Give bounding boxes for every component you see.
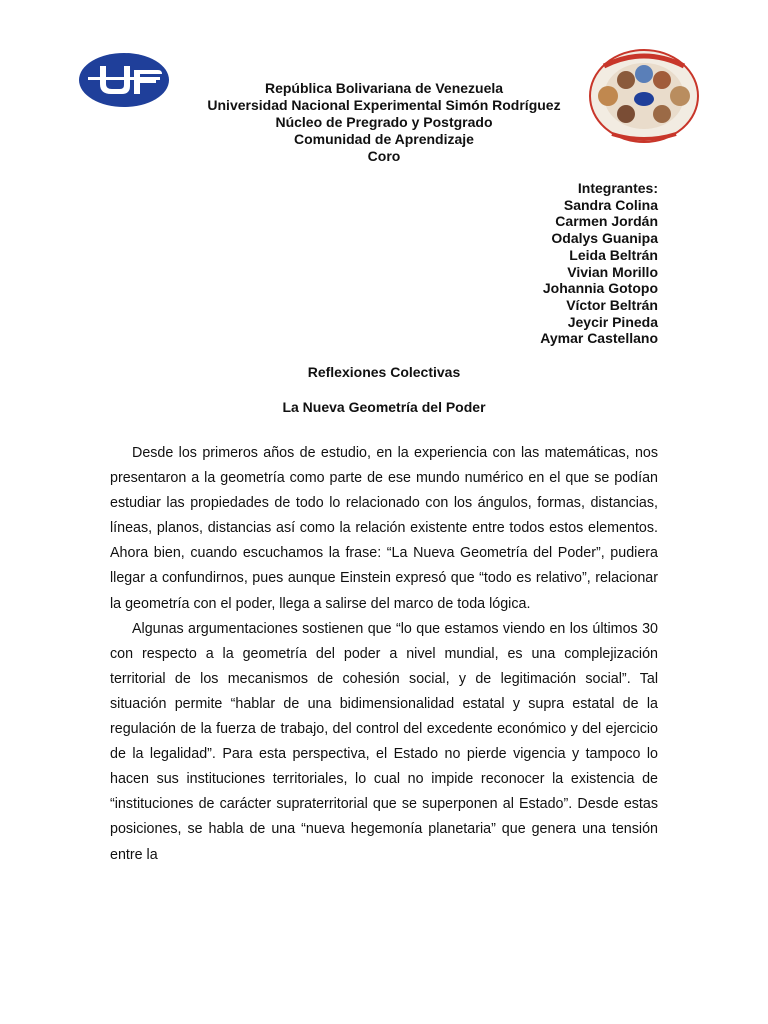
community-seal-logo [586,44,702,144]
member-name: Leida Beltrán [569,246,658,263]
header-line: Universidad Nacional Experimental Simón Rodríguez [207,97,561,113]
document-title: Reflexiones Colectivas [307,364,461,380]
paragraph: Algunas argumentaciones sostienen que “lo que estamos viendo en los últimos 30 con respecto a la geometría del poder a nivel mundial, es una complejización territorial de los mecanismos de cohesión social, y de legitimación social”. Tal situación permite “hablar de una bidimensionalidad estatal y supra estatal de la regulación de la fuerza de trabajo, del control del excedente económico y del ejercicio de la legalidad”. Para esta perspectiva, el Estado no pierde vigencia y tampoco lo hacen sus instituciones territoriales, lo cual no impide reconocer la existencia de “instituciones de carácter supraterritorial que se superponen al Estado”. Desde estas posiciones, se habla de una “nueva hegemonía planetaria” que genera una tensión entre la [110,620,658,863]
members-list [540,180,658,347]
university-logo [78,52,170,108]
member-name: Sandra Colina [563,196,658,213]
body-text [110,441,658,868]
member-name: Carmen Jordán [555,213,658,230]
document-subtitle: La Nueva Geometría del Poder [282,399,486,415]
member-name: Víctor Beltrán [566,296,658,313]
member-name: Jeycir Pineda [567,313,658,330]
header-line: Coro [367,148,401,164]
member-name: Vivian Morillo [567,263,658,280]
header-line: Núcleo de Pregrado y Postgrado [275,114,493,130]
header-line: República Bolivariana de Venezuela [264,80,504,96]
header-line: Comunidad de Aprendizaje [294,131,474,147]
member-name: Aymar Castellano [540,330,658,347]
members-heading: Integrantes: [577,180,658,196]
member-name: Odalys Guanipa [551,230,658,247]
member-name: Johannia Gotopo [542,280,658,297]
institution-header [170,80,598,165]
paragraph: Desde los primeros años de estudio, en la experiencia con las matemáticas, nos presentaron a la geometría como parte de ese mundo numérico en el que se podían estudiar las propiedades de todo lo relacionado con los ángulos, formas, distancias, líneas, planos, distancias así como la relación existente entre todos estos elementos. Ahora bien, cuando escuchamos la frase: “La Nueva Geometría del Poder”, pudiera llegar a confundirnos, pues aunque Einstein expresó que “todo es relativo”, relacionar la geometría con el poder, llega a salirse del marco de toda lógica. [110,445,658,612]
